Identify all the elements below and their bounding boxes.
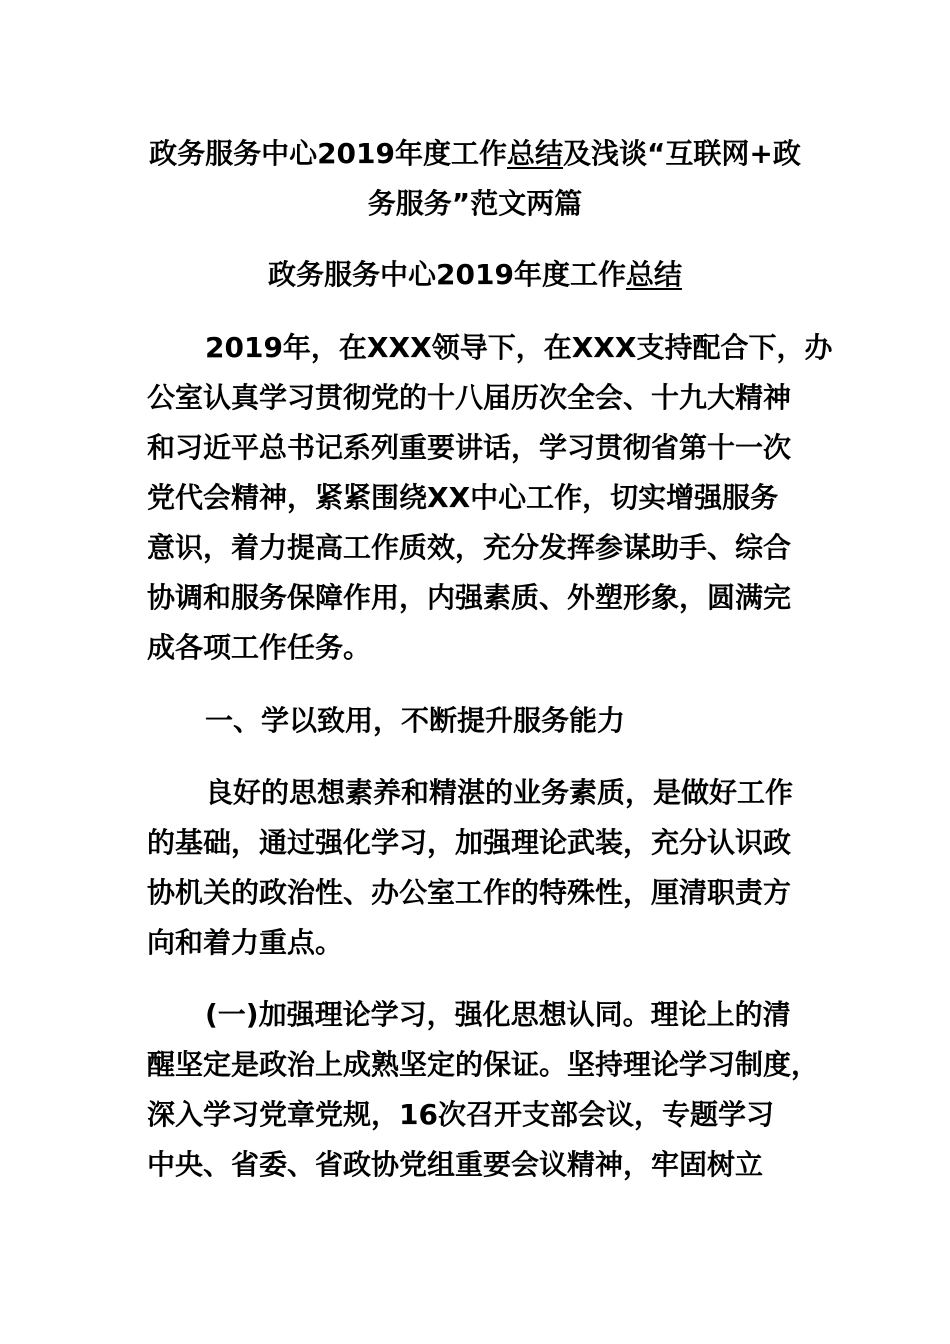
section-title-underlined-text: 总结 <box>625 258 682 291</box>
paragraph-line: 意识，着力提高工作质效，充分发挥参谋助手、综合 <box>147 531 792 564</box>
title-text-end: 及浅谈“互联网+政 <box>563 137 801 170</box>
section-heading: 一、学以致用，不断提升服务能力 <box>205 704 626 737</box>
paragraph-line: 公室认真学习贯彻党的十八届历次全会、十九大精神 <box>147 381 792 414</box>
paragraph-line: 协调和服务保障作用，内强素质、外塑形象，圆满完 <box>147 581 792 614</box>
paragraph-line: 醒坚定是政治上成熟坚定的保证。坚持理论学习制度， <box>147 1048 820 1081</box>
paragraph-line: 中央、省委、省政协党组重要会议精神，牢固树立 <box>147 1148 764 1181</box>
section-title <box>0 257 950 293</box>
paragraph-line: 深入学习党章党规，16次召开支部会议，专题学习 <box>147 1098 774 1131</box>
paragraph-line: 成各项工作任务。 <box>147 631 372 664</box>
title-underlined-text: 总结 <box>507 137 564 170</box>
paragraph-line: 协机关的政治性、办公室工作的特殊性，厘清职责方 <box>147 876 792 909</box>
paragraph-line: 和习近平总书记系列重要讲话，学习贯彻省第十一次 <box>147 431 792 464</box>
document-title-line-1 <box>0 136 950 172</box>
paragraph-line: 党代会精神，紧紧围绕XX中心工作，切实增强服务 <box>147 481 779 514</box>
title-text: 政务服务中心2019年度工作 <box>149 137 508 170</box>
paragraph-line: 向和着力重点。 <box>147 926 344 959</box>
paragraph-line: 2019年，在XXX领导下，在XXX支持配合下，办 <box>205 331 833 364</box>
paragraph-line: (一)加强理论学习，强化思想认同。理论上的清 <box>205 998 791 1031</box>
paragraph-line: 的基础，通过强化学习，加强理论武装，充分认识政 <box>147 826 792 859</box>
paragraph-line: 良好的思想素养和精湛的业务素质，是做好工作 <box>205 776 794 809</box>
document-title-line-2: 务服务”范文两篇 <box>367 187 583 220</box>
section-title-text: 政务服务中心2019年度工作 <box>268 258 626 291</box>
